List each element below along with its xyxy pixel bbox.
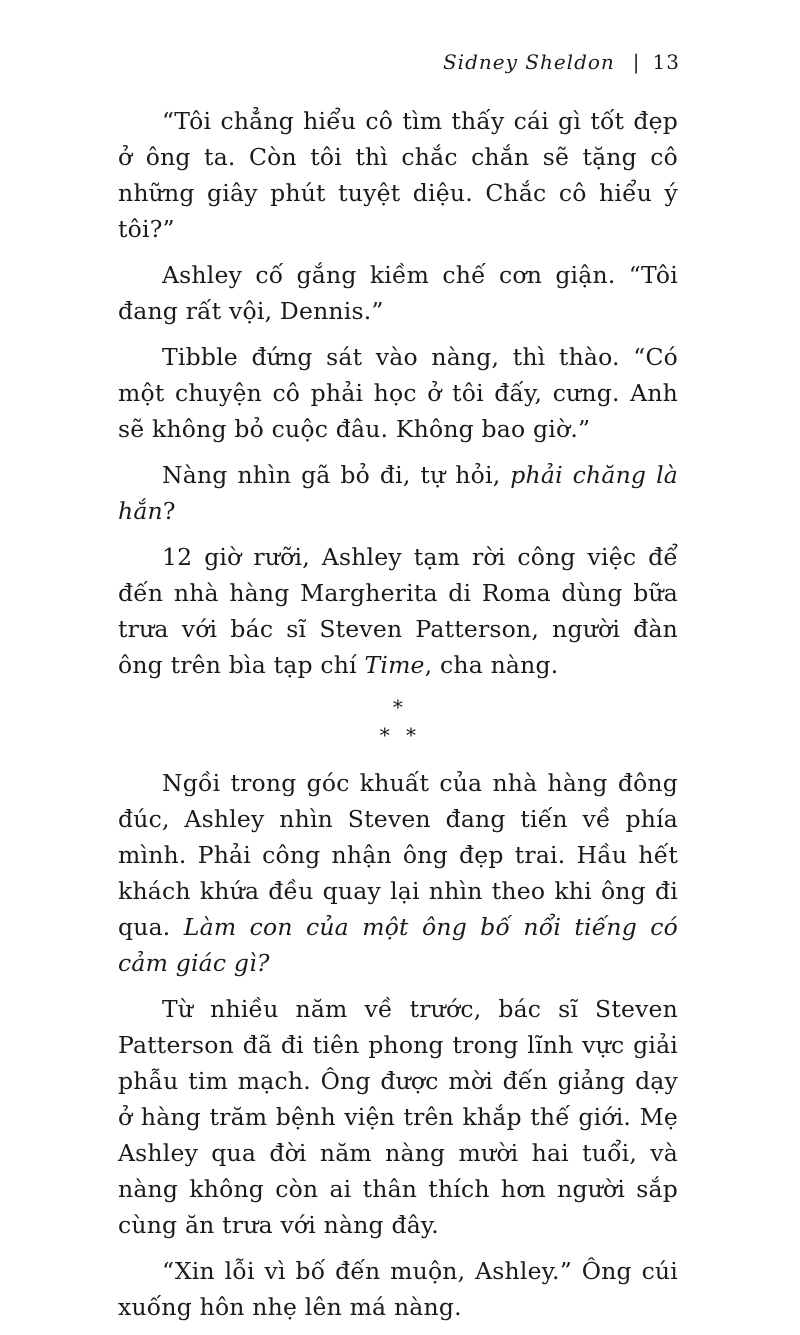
- paragraph-text: , cha nàng.: [424, 651, 559, 679]
- paragraph-text: Ngồi trong góc khuất của nhà hàng đông đúc, Ashley nhìn Steven đang tiến về phía mình. Phải công nhận ông đẹp trai. Hầu hết khách khứa đều quay lại nhìn theo khi ông đi qua.: [118, 769, 678, 941]
- paragraph: [118, 539, 678, 683]
- scene-break-star: *: [392, 695, 404, 719]
- scene-break-star: *: [379, 723, 390, 747]
- paragraph: Từ nhiều năm về trước, bác sĩ Steven Patterson đã đi tiên phong trong lĩnh vực giải phẫu tim mạch. Ông được mời đến giảng dạy ở hàng trăm bệnh viện trên khắp thế giới. Mẹ Ashley qua đời năm nàng mười hai tuổi, và nàng không còn ai thân thích hơn người sắp cùng ăn trưa với nàng đây.: [118, 995, 678, 1239]
- paragraph: “Tôi chẳng hiểu cô tìm thấy cái gì tốt đẹp ở ông ta. Còn tôi thì chắc chắn sẽ tặng cô những giây phút tuyệt diệu. Chắc cô hiểu ý tôi?”: [118, 107, 678, 243]
- scene-break-star: *: [406, 723, 417, 747]
- paragraph-italic: phải chăng là hắn: [118, 461, 678, 525]
- scene-break: [118, 693, 678, 749]
- paragraph-text: ?: [162, 497, 176, 525]
- paragraph-italic: Làm con của một ông bố nổi tiếng có cảm giác gì?: [118, 913, 679, 977]
- header-separator: |: [632, 50, 641, 74]
- paragraph: [118, 457, 678, 529]
- paragraph-italic: Time: [364, 651, 425, 679]
- paragraph: Tibble đứng sát vào nàng, thì thào. “Có một chuyện cô phải học ở tôi đấy, cưng. Anh sẽ không bỏ cuộc đâu. Không bao giờ.”: [118, 343, 678, 443]
- paragraph: [118, 765, 678, 981]
- paragraph: “Xin lỗi vì bố đến muộn, Ashley.” Ông cúi xuống hôn nhẹ lên má nàng.: [118, 1257, 678, 1321]
- paragraph-text: Nàng nhìn gã bỏ đi, tự hỏi,: [162, 461, 511, 489]
- page-body: [118, 103, 678, 1335]
- paragraph: Ashley cố gắng kiềm chế cơn giận. “Tôi đang rất vội, Dennis.”: [118, 261, 678, 325]
- page-number: 13: [652, 50, 680, 74]
- author-name: Sidney Sheldon: [442, 50, 615, 74]
- paragraph-text: 12 giờ rưỡi, Ashley tạm rời công việc để đến nhà hàng Margherita di Roma dùng bữa trưa với bác sĩ Steven Patterson, người đàn ông trên bìa tạp chí: [118, 543, 678, 679]
- running-header: [443, 50, 680, 74]
